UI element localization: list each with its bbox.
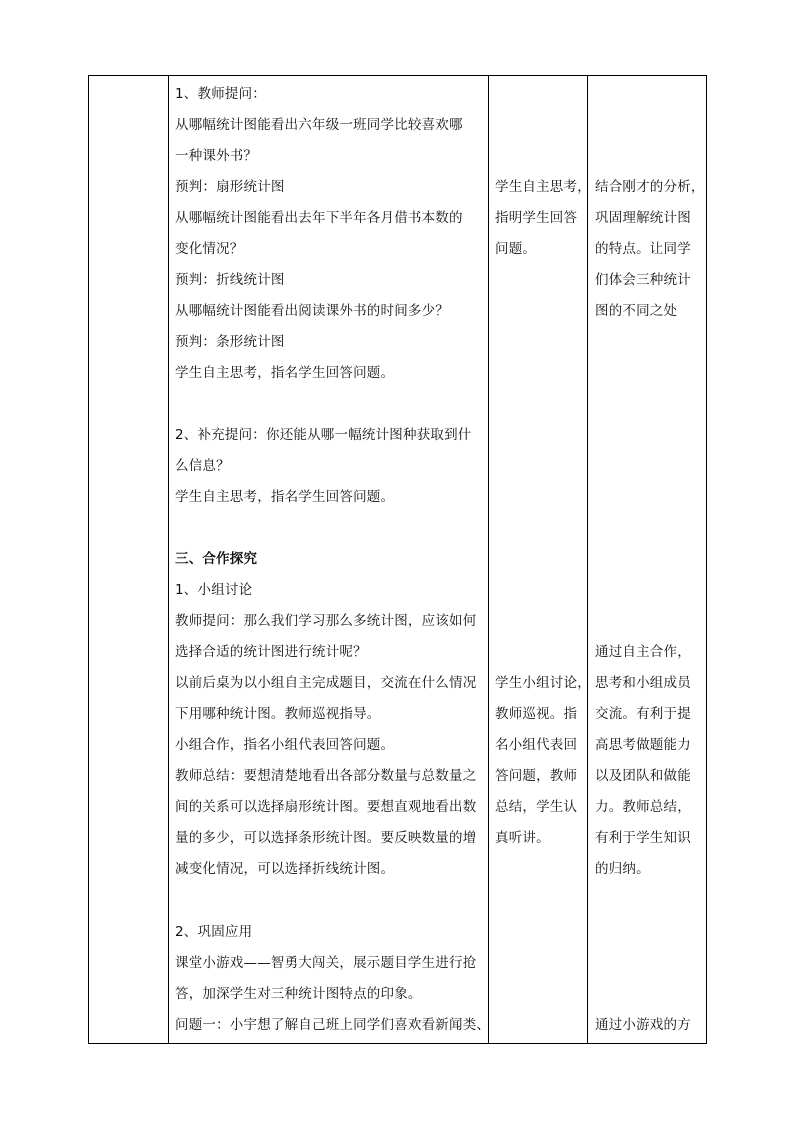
process-line: 从哪幅统计图能看出六年级一班同学比较喜欢哪: [175, 117, 463, 133]
process-line: 2、巩固应用: [175, 924, 253, 940]
intent-line: 思考和小组成员: [595, 675, 691, 691]
intent-line: 以及团队和做能: [595, 768, 691, 784]
process-line: 预判：折线统计图: [175, 272, 285, 288]
intent-line: 通过自主合作，: [595, 644, 691, 660]
student-line: 指明学生回答: [495, 210, 578, 226]
student-line: 总结，学生认: [495, 799, 578, 815]
student-line: 教师巡视。指: [495, 706, 578, 722]
process-line: 一种课外书？: [175, 148, 258, 164]
stage-cell: [89, 76, 168, 1043]
process-line: 间的关系可以选择扇形统计图。要想直观地看出数: [175, 799, 477, 815]
column-divider: [168, 76, 169, 1043]
intent-line: 图的不同之处: [595, 303, 678, 319]
process-line: 选择合适的统计图进行统计呢？: [175, 644, 367, 660]
process-line: 学生自主思考，指名学生回答问题。: [175, 489, 395, 505]
intent-line: 通过小游戏的方: [595, 1017, 691, 1033]
intent-line: 们体会三种统计: [595, 272, 691, 288]
process-line: 1、小组讨论: [175, 582, 253, 598]
section-heading: 三、合作探究: [175, 551, 258, 567]
intent-line: 的归纳。: [595, 861, 650, 877]
student-line: 学生小组讨论，: [495, 675, 591, 691]
intent-line: 高思考做题能力: [595, 737, 691, 753]
process-line: 以前后桌为以小组自主完成题目，交流在什么情况: [175, 675, 477, 691]
lesson-table: [88, 75, 707, 1044]
process-line: 变化情况？: [175, 241, 244, 257]
student-line: 答问题，教师: [495, 768, 578, 784]
process-line: 从哪幅统计图能看出去年下半年各月借书本数的: [175, 210, 463, 226]
process-line: 答，加深学生对三种统计图特点的印象。: [175, 986, 422, 1002]
intent-line: 巩固理解统计图: [595, 210, 691, 226]
process-line: 课堂小游戏——智勇大闯关，展示题目学生进行抢: [175, 955, 477, 971]
process-line: 小组合作，指名小组代表回答问题。: [175, 737, 395, 753]
student-activity-cell: [495, 76, 591, 1043]
process-line: 预判：扇形统计图: [175, 179, 285, 195]
intent-line: 交流。有利于提: [595, 706, 691, 722]
student-line: 真听讲。: [495, 830, 550, 846]
student-line: 学生自主思考，: [495, 179, 591, 195]
teaching-process-cell: [175, 76, 491, 1043]
process-line: 教师提问：那么我们学习那么多统计图，应该如何: [175, 613, 477, 629]
student-line: 问题。: [495, 241, 537, 257]
student-line: 名小组代表回: [495, 737, 578, 753]
intent-line: 有利于学生知识: [595, 830, 691, 846]
process-line: 预判：条形统计图: [175, 334, 285, 350]
intent-line: 力。教师总结，: [595, 799, 691, 815]
intent-line: 的特点。让同学: [595, 241, 691, 257]
design-intent-cell: [595, 76, 707, 1043]
process-line: 么信息？: [175, 458, 230, 474]
process-line: 下用哪种统计图。教师巡视指导。: [175, 706, 381, 722]
process-line: 从哪幅统计图能看出阅读课外书的时间多少？: [175, 303, 449, 319]
process-line: 1、教师提问：: [175, 86, 266, 102]
process-line: 减变化情况，可以选择折线统计图。: [175, 861, 395, 877]
intent-line: 结合刚才的分析，: [595, 179, 705, 195]
process-line: 2、补充提问：你还能从哪一幅统计图种获取到什: [175, 427, 472, 443]
process-line: 教师总结：要想清楚地看出各部分数量与总数量之: [175, 768, 477, 784]
process-line: 学生自主思考，指名学生回答问题。: [175, 365, 395, 381]
column-divider: [488, 76, 489, 1043]
column-divider: [587, 76, 588, 1043]
process-line: 量的多少，可以选择条形统计图。要反映数量的增: [175, 830, 477, 846]
process-line: 问题一：小宇想了解自己班上同学们喜欢看新闻类、: [175, 1017, 491, 1033]
